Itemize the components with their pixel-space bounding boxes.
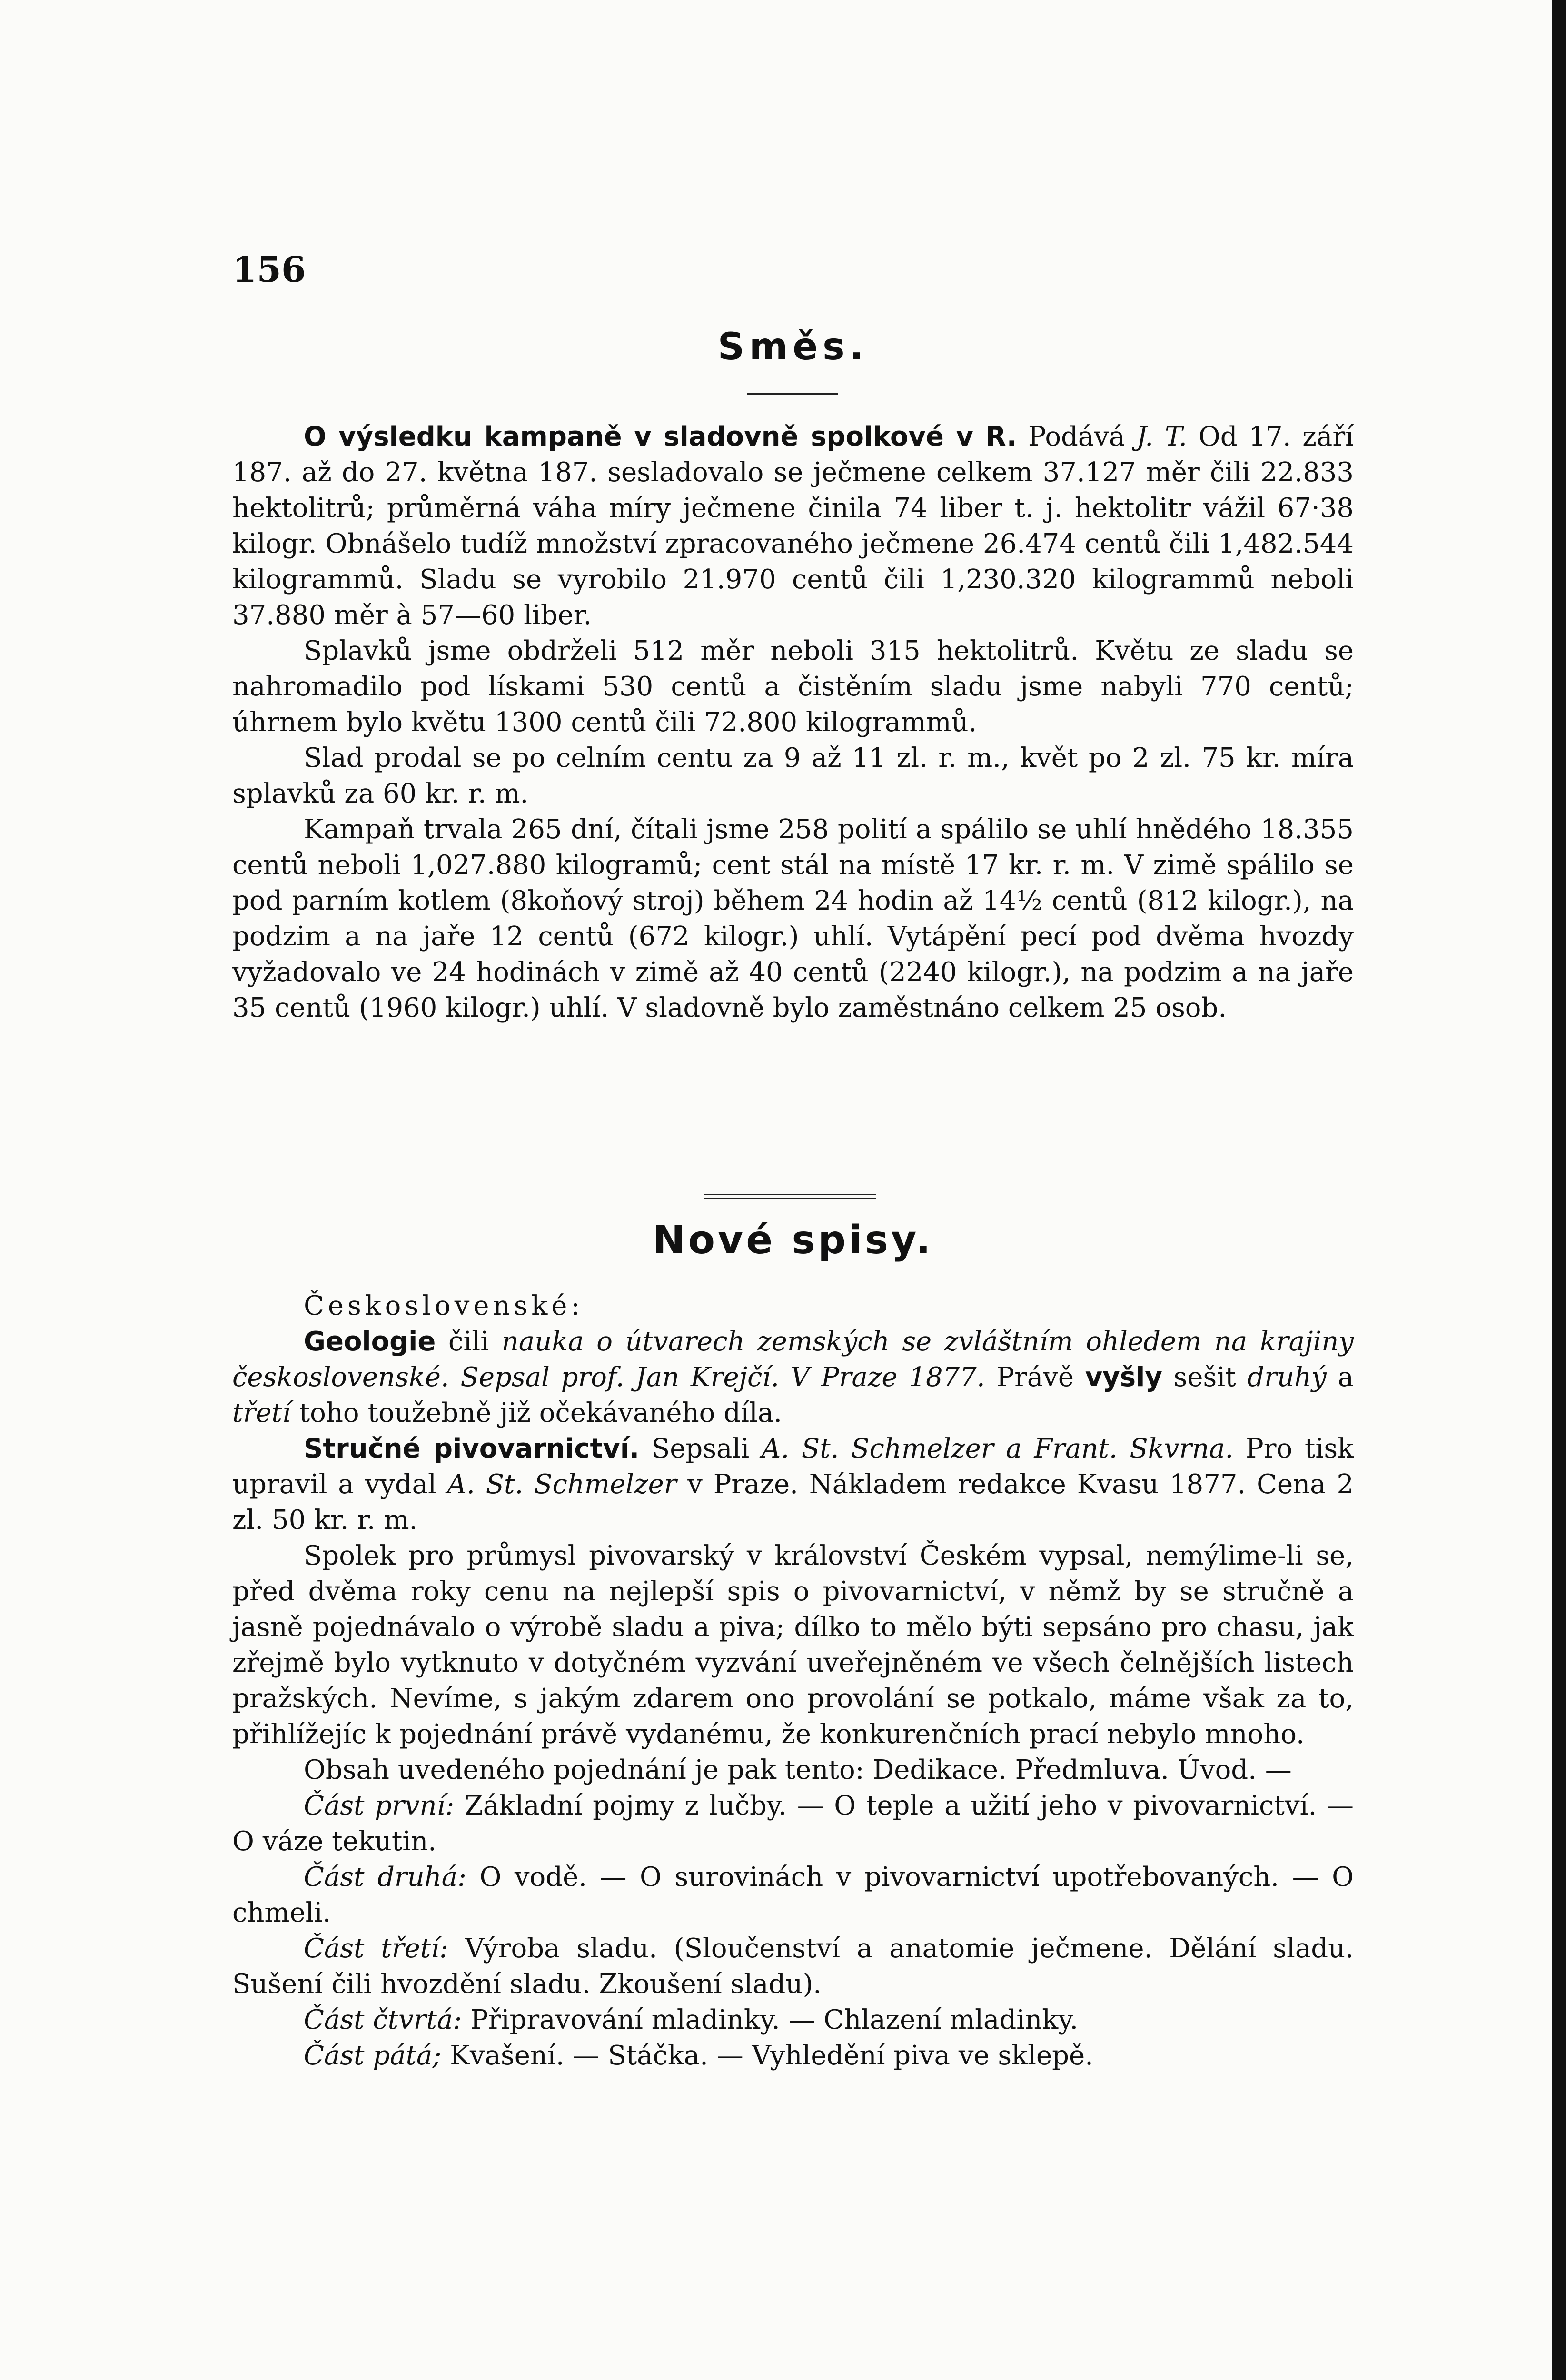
section-divider-double-bottom — [704, 1198, 876, 1199]
subheading-ceskoslovanske: Československé: — [304, 1290, 584, 1321]
section-heading-nove-spisy: Nové spisy. — [652, 1218, 934, 1263]
part-label: Část pátá; — [304, 2040, 442, 2071]
page-number: 156 — [232, 249, 306, 290]
paragraph-kampan-trvala: Kampaň trvala 265 dní, čítali jsme 258 polití a spálilo se uhlí hnědého 18.355 centů neboli 1,027.880 kilogramů; cent stál na místě 17 kr. r. m. V zimě spálilo se pod parním kotlem (8koňový stroj) během 24 hodin až 14½ centů (812 kilogr.), na podzim a na jaře 12 centů (672 kilogr.) uhlí. Vytápění pecí pod dvěma hvozdy vyžadovalo ve 24 hodinách v zimě až 40 centů (2240 kilogr.), na podzim a na jaře 35 centů (1960 kilogr.) uhlí. V sladovně bylo zaměstnáno celkem 25 osob. — [232, 814, 1354, 1023]
part-text: Výroba sladu. (Sloučenství a anatomie ječmene. Dělání sladu. Sušení čili hvozdění sladu. Zkoušení sladu). — [232, 1933, 1354, 2000]
section-smes — [232, 419, 1354, 1026]
entry-geologie — [232, 1324, 1354, 1431]
entry-text: a — [1338, 1362, 1354, 1393]
contents-part-3 — [232, 1931, 1354, 2002]
entry-text: toho toužebně již očekávaného díla. — [299, 1398, 783, 1428]
entry-text: Pro tisk upravil a vydal — [232, 1433, 1354, 1500]
part-text: O vodě. — O surovinách v pivovarnictví upotřebovaných. — O chmeli. — [232, 1862, 1354, 1928]
contents-part-4 — [232, 2002, 1354, 2038]
part-label: Část první: — [304, 1790, 455, 1821]
page-edge-shadow — [1552, 0, 1566, 2380]
part-text: Kvašení. — Stáčka. — Vyhledění piva ve sklepě. — [450, 2040, 1093, 2071]
paragraph-kampan — [232, 419, 1354, 633]
book-title-pivovarnictvi: Stručné pivovarnictví. — [304, 1433, 640, 1464]
paragraph-spolek: Spolek pro průmysl pivovarský v království Českém vypsal, nemýlime-li se, před dvěma roky cenu na nejlepší spis o pivovarnictví, v němž by se stručně a jasně pojednávalo o výrobě sladu a piva; dílko to mělo býti sepsáno pro chasu, jak zřejmě bylo vytknuto v dotyčném vyzvání uveřejněném ve všech čelnějších listech pražských. Nevíme, s jakým zdarem ono provolání se potkalo, máme však za to, přihlížejíc k pojednání právě vydanému, že konkurenčních prací nebylo mnoho. — [232, 1540, 1354, 1750]
book-authors: A. St. Schmelzer a Frant. Skvrna. — [761, 1433, 1234, 1464]
article-title: O výsledku kampaně v sladovně spolkové v R. — [304, 421, 1017, 452]
part-label: Část čtvrtá: — [304, 2004, 462, 2035]
contents-part-1 — [232, 1788, 1354, 1859]
paragraph-text: Od 17. září 187. až do 27. května 187. sesladovalo se ječmene celkem 37.127 měr čili 22.833 hektolitrů; průměrná váha míry ječmene činila 74 liber t. j. hektolitr vážil 67·38 kilogr. Obnášelo tudíž množství zpracovaného ječmene 26.474 centů čili 1,482.544 kilogrammů. Sladu se vyrobilo 21.970 centů čili 1,230.320 kilogrammů neboli 37.880 měr à 57—60 liber. — [232, 421, 1354, 631]
contents-part-5 — [232, 2038, 1354, 2073]
entry-text: sešit — [1173, 1362, 1236, 1393]
part-label: Část druhá: — [304, 1862, 466, 1893]
part-text: Základní pojmy z lučby. — O teple a užití jeho v pivovarnictví. — O váze tekutin. — [232, 1790, 1354, 1857]
paragraph-obsah: Obsah uvedeného pojednání je pak tento: Dedikace. Předmluva. Úvod. — — [304, 1755, 1292, 1785]
paragraph-splavky: Splavků jsme obdrželi 512 měr neboli 315 hektolitrů. Květu ze sladu se nahromadilo pod lískami 530 centů a čistěním sladu jsme nabyli 770 centů; úhrnem bylo květu 1300 centů čili 72.800 kilogrammů. — [232, 635, 1354, 738]
author-initials: J. T. — [1136, 421, 1187, 452]
entry-text-bold: vyšly — [1085, 1362, 1162, 1393]
conjunction: čili — [448, 1326, 489, 1357]
section-divider-double-top — [704, 1194, 876, 1195]
paragraph-prodej: Slad prodal se po celním centu za 9 až 11 zl. r. m., květ po 2 zl. 75 kr. míra splavků za 60 kr. r. m. — [232, 743, 1354, 809]
entry-text: Právě — [996, 1362, 1074, 1393]
part-label: Část třetí: — [304, 1933, 449, 1964]
divider-rule — [747, 393, 838, 395]
part-text: Připravování mladinky. — Chlazení mladinky. — [470, 2004, 1079, 2035]
book-title-geologie: Geologie — [304, 1326, 436, 1357]
author-prefix: Podává — [1028, 421, 1125, 452]
section-nove-spisy — [232, 1288, 1354, 2073]
book-description: nauka o útvarech zemských se zvláštním ohledem na krajiny československé. Sepsal prof. Jan Krejčí. V Praze 1877. — [232, 1326, 1354, 1393]
section-heading-smes: Směs. — [717, 326, 869, 368]
contents-part-2 — [232, 1859, 1354, 1931]
entry-text-italic: druhý — [1247, 1362, 1327, 1393]
entry-text-italic: třetí — [232, 1398, 291, 1428]
book-editor: A. St. Schmelzer — [447, 1469, 677, 1500]
entry-text: v Praze. Nákladem redakce Kvasu 1877. Cena 2 zl. 50 kr. r. m. — [232, 1469, 1354, 1536]
entry-text: Sepsali — [651, 1433, 750, 1464]
entry-pivovarnictvi — [232, 1431, 1354, 1538]
